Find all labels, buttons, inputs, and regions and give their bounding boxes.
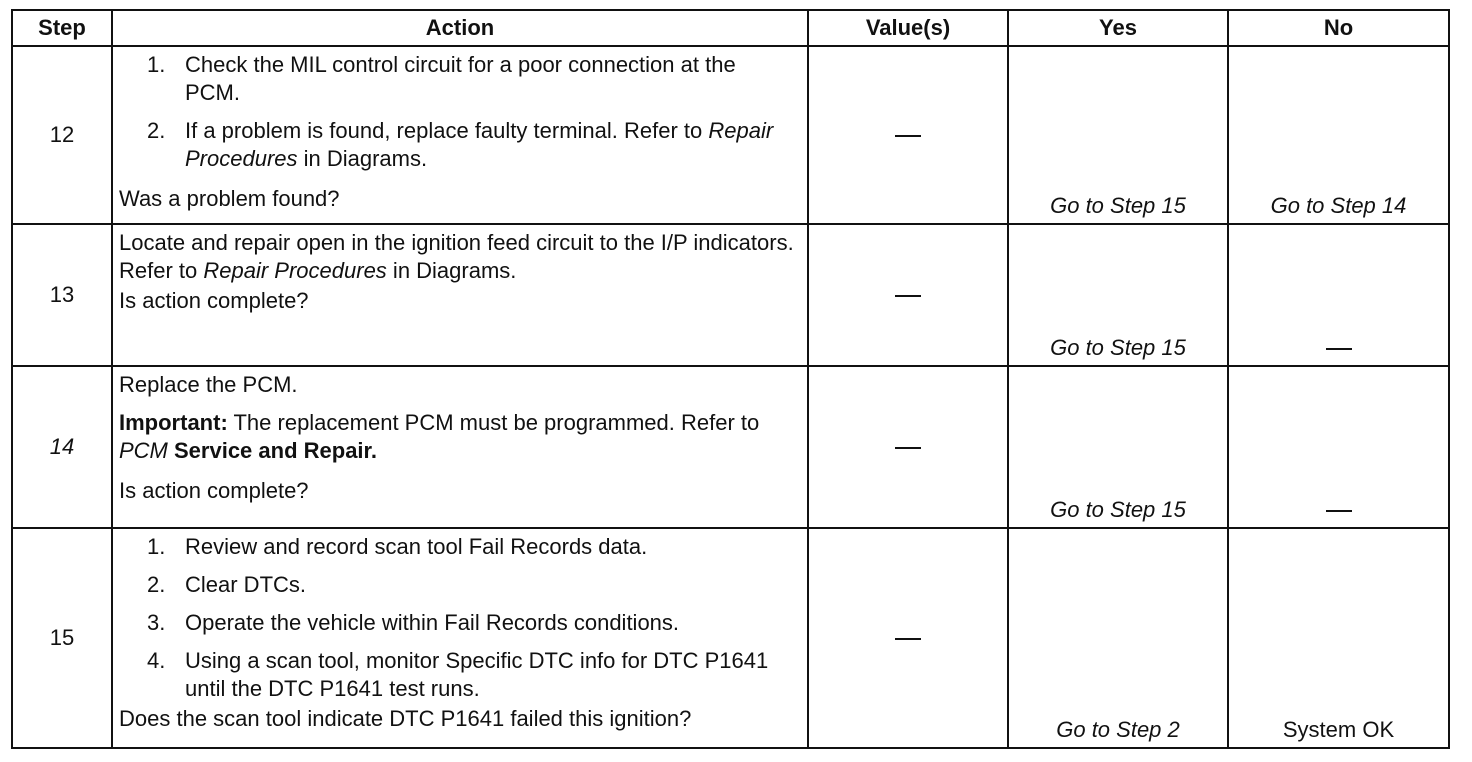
yes-goto: Go to Step 2 bbox=[1056, 717, 1180, 742]
value-cell bbox=[808, 46, 1008, 224]
important-label: Important: bbox=[119, 410, 228, 435]
header-action: Action bbox=[112, 10, 808, 46]
pcm-ref: PCM bbox=[119, 438, 168, 463]
important-text: The replacement PCM must be programmed. Refer to bbox=[227, 410, 760, 435]
yes-goto: Go to Step 15 bbox=[1050, 335, 1186, 360]
header-yes: Yes bbox=[1008, 10, 1228, 46]
item-number: 1. bbox=[147, 534, 166, 559]
table-row bbox=[12, 224, 1449, 366]
action-question: Was a problem found? bbox=[119, 186, 340, 211]
action-text bbox=[119, 229, 801, 285]
item-number: 3. bbox=[147, 610, 166, 635]
action-cell bbox=[112, 224, 808, 366]
action-text-suffix: in Diagrams. bbox=[386, 258, 517, 283]
item-text-suffix: in Diagrams. bbox=[297, 146, 428, 171]
repair-procedures-ref: Repair Procedures bbox=[203, 258, 387, 283]
header-no: No bbox=[1228, 10, 1449, 46]
yes-goto: Go to Step 15 bbox=[1050, 193, 1186, 218]
action-question: Does the scan tool indicate DTC P1641 failed this ignition? bbox=[119, 706, 692, 731]
service-repair-ref: Service and Repair. bbox=[167, 438, 377, 463]
important-note bbox=[119, 409, 801, 465]
list-item bbox=[119, 571, 801, 599]
dash-mark bbox=[895, 135, 921, 137]
repair-procedures-ref: Repair Procedures bbox=[185, 118, 774, 171]
action-question: Is action complete? bbox=[119, 288, 309, 313]
header-step: Step bbox=[12, 10, 112, 46]
item-number: 1. bbox=[147, 52, 166, 77]
yes-cell bbox=[1008, 46, 1228, 224]
list-item bbox=[119, 533, 801, 561]
list-item bbox=[119, 609, 801, 637]
value-cell bbox=[808, 528, 1008, 748]
action-cell bbox=[112, 528, 808, 748]
yes-cell bbox=[1008, 224, 1228, 366]
item-text: Review and record scan tool Fail Records data. bbox=[185, 534, 648, 559]
item-number: 2. bbox=[147, 118, 166, 143]
step-number: 12 bbox=[12, 46, 112, 224]
action-text: Replace the PCM. bbox=[119, 372, 298, 397]
yes-cell bbox=[1008, 528, 1228, 748]
action-list bbox=[119, 533, 801, 703]
table-row bbox=[12, 366, 1449, 528]
diagnostic-table bbox=[11, 9, 1450, 749]
no-result: System OK bbox=[1282, 717, 1395, 742]
action-cell bbox=[112, 366, 808, 528]
list-item bbox=[119, 51, 801, 107]
dash-mark bbox=[895, 447, 921, 449]
dash-mark bbox=[1326, 348, 1352, 350]
action-text-main: Locate and repair open in the ignition feed circuit to the I/P indicators. Refer to bbox=[119, 230, 794, 283]
no-cell bbox=[1228, 224, 1449, 366]
step-number: 13 bbox=[12, 224, 112, 366]
dash-mark bbox=[1326, 510, 1352, 512]
action-cell bbox=[112, 46, 808, 224]
no-cell bbox=[1228, 528, 1449, 748]
yes-goto: Go to Step 15 bbox=[1050, 497, 1186, 522]
list-item bbox=[119, 647, 801, 703]
table-row bbox=[12, 46, 1449, 224]
no-cell bbox=[1228, 46, 1449, 224]
item-text: Clear DTCs. bbox=[185, 572, 307, 597]
dash-mark bbox=[895, 638, 921, 640]
list-item bbox=[119, 117, 801, 173]
item-text: If a problem is found, replace faulty terminal. Refer to bbox=[185, 118, 709, 143]
item-text: Check the MIL control circuit for a poor connection at the PCM. bbox=[185, 52, 736, 105]
header-row bbox=[12, 10, 1449, 46]
action-question: Is action complete? bbox=[119, 478, 309, 503]
item-number: 2. bbox=[147, 572, 166, 597]
no-cell bbox=[1228, 366, 1449, 528]
dash-mark bbox=[895, 295, 921, 297]
header-values: Value(s) bbox=[808, 10, 1008, 46]
item-text: Using a scan tool, monitor Specific DTC info for DTC P1641 until the DTC P1641 test runs. bbox=[185, 648, 769, 701]
action-list bbox=[119, 51, 801, 183]
value-cell bbox=[808, 366, 1008, 528]
no-goto: Go to Step 14 bbox=[1270, 193, 1407, 218]
table-row bbox=[12, 528, 1449, 748]
step-number: 14 bbox=[12, 366, 112, 528]
item-number: 4. bbox=[147, 648, 166, 673]
yes-cell bbox=[1008, 366, 1228, 528]
value-cell bbox=[808, 224, 1008, 366]
item-text: Operate the vehicle within Fail Records conditions. bbox=[185, 610, 680, 635]
step-number: 15 bbox=[12, 528, 112, 748]
